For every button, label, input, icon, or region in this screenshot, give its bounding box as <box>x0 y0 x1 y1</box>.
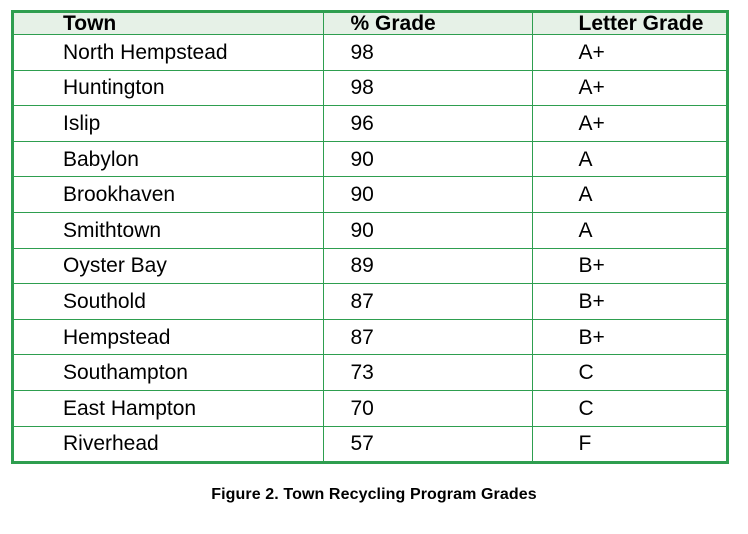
letter-grade-cell: C <box>532 390 726 426</box>
percent-grade-cell: 98 <box>323 70 532 106</box>
table-row <box>14 248 726 284</box>
letter-grade-cell: A+ <box>532 70 726 106</box>
town-cell: Babylon <box>14 141 323 177</box>
table-row <box>14 35 726 71</box>
percent-grade-cell: 70 <box>323 390 532 426</box>
town-cell: Hempstead <box>14 319 323 355</box>
table-row <box>14 426 726 461</box>
percent-grade-cell: 57 <box>323 426 532 461</box>
town-cell: Smithtown <box>14 212 323 248</box>
percent-grade-cell: 90 <box>323 141 532 177</box>
percent-grade-cell: 73 <box>323 355 532 391</box>
letter-grade-cell: F <box>532 426 726 461</box>
town-cell: Huntington <box>14 70 323 106</box>
table-row <box>14 390 726 426</box>
percent-grade-cell: 90 <box>323 177 532 213</box>
letter-grade-cell: A+ <box>532 106 726 142</box>
town-cell: North Hempstead <box>14 35 323 71</box>
percent-grade-cell: 89 <box>323 248 532 284</box>
percent-grade-cell: 90 <box>323 212 532 248</box>
letter-grade-cell: C <box>532 355 726 391</box>
table-row <box>14 355 726 391</box>
table-row <box>14 212 726 248</box>
grades-table-container <box>11 10 729 464</box>
table-row <box>14 106 726 142</box>
letter-grade-cell: A <box>532 177 726 213</box>
table-row <box>14 141 726 177</box>
letter-grade-cell: B+ <box>532 319 726 355</box>
grades-table <box>14 13 726 461</box>
town-cell: Southampton <box>14 355 323 391</box>
table-row <box>14 284 726 320</box>
town-cell: East Hampton <box>14 390 323 426</box>
column-header-letter-grade: Letter Grade <box>532 13 726 35</box>
letter-grade-cell: A <box>532 141 726 177</box>
table-header-row <box>14 13 726 35</box>
town-cell: Riverhead <box>14 426 323 461</box>
town-cell: Southold <box>14 284 323 320</box>
table-row <box>14 319 726 355</box>
letter-grade-cell: B+ <box>532 284 726 320</box>
letter-grade-cell: B+ <box>532 248 726 284</box>
column-header-town: Town <box>14 13 323 35</box>
town-cell: Oyster Bay <box>14 248 323 284</box>
percent-grade-cell: 87 <box>323 319 532 355</box>
town-cell: Brookhaven <box>14 177 323 213</box>
column-header-percent-grade: % Grade <box>323 13 532 35</box>
table-row <box>14 70 726 106</box>
percent-grade-cell: 87 <box>323 284 532 320</box>
percent-grade-cell: 96 <box>323 106 532 142</box>
percent-grade-cell: 98 <box>323 35 532 71</box>
table-row <box>14 177 726 213</box>
letter-grade-cell: A <box>532 212 726 248</box>
letter-grade-cell: A+ <box>532 35 726 71</box>
town-cell: Islip <box>14 106 323 142</box>
figure-caption: Figure 2. Town Recycling Program Grades <box>211 486 537 503</box>
